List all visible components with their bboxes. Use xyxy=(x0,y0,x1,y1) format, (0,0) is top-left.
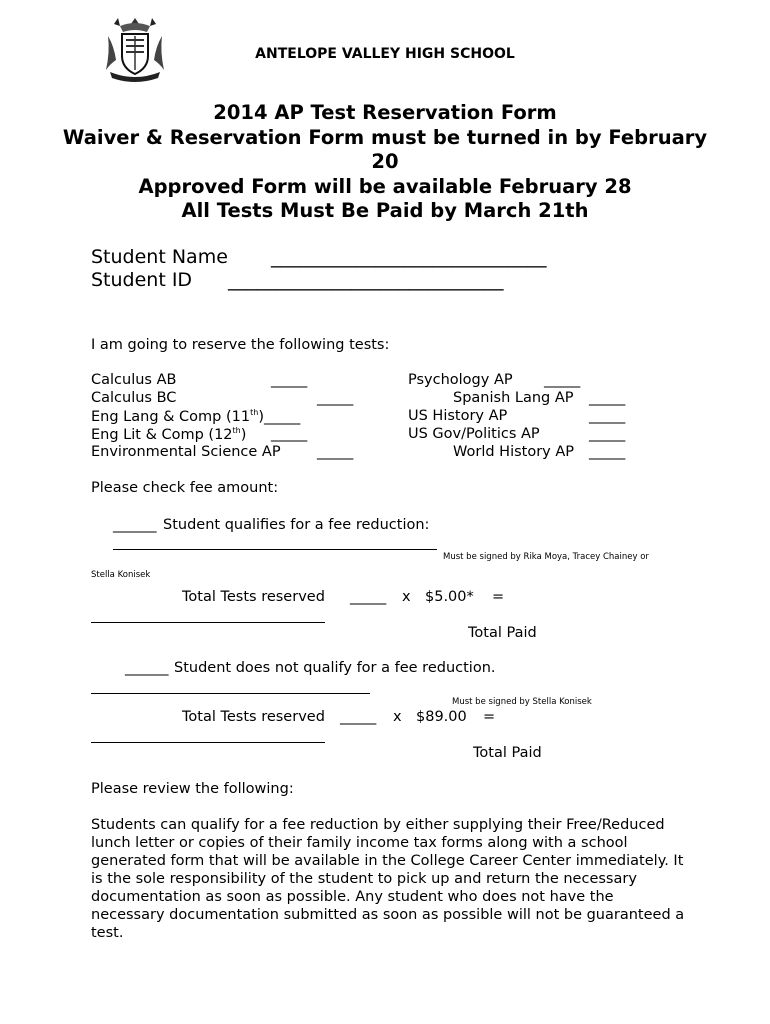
price: $5.00* xyxy=(425,589,474,605)
test-blank[interactable]: _____ xyxy=(317,390,354,406)
fee-reduction-checkbox[interactable]: ______ xyxy=(113,517,157,533)
test-label: US History AP xyxy=(408,408,508,424)
test-blank[interactable]: _____ xyxy=(589,390,626,406)
test-label: Spanish Lang AP xyxy=(453,390,574,406)
title-line: All Tests Must Be Paid by March 21th xyxy=(181,199,589,222)
student-id-label: Student ID xyxy=(91,269,193,291)
test-blank[interactable]: _____ xyxy=(544,372,581,388)
times-sign: x xyxy=(393,709,402,725)
test-label: US Gov/Politics AP xyxy=(408,426,540,442)
form-title xyxy=(60,101,710,224)
review-paragraph: Students can qualify for a fee reduction by either supplying their Free/Reduced lunch letter or copies of their family income tax forms along with a school generated form that will be available in the College Career Center immediately. It is the sole responsibility of the student to pick up and return the necessary documentation as soon as possible. Any student who does not have the necessary documentation submitted as soon as possible will not be guaranteed a test. xyxy=(91,817,685,941)
test-label: Environmental Science AP xyxy=(91,444,281,460)
total-paid-line[interactable] xyxy=(91,622,325,623)
test-blank[interactable]: _____ xyxy=(271,372,308,388)
total-tests-label: Total Tests reserved xyxy=(182,709,325,725)
test-label: Calculus BC xyxy=(91,390,177,406)
test-label: Eng Lang & Comp (11th)_____ xyxy=(91,408,301,425)
no-reduction-checkbox[interactable]: ______ xyxy=(125,660,169,676)
test-blank[interactable]: _____ xyxy=(271,426,308,442)
equals-sign: = xyxy=(492,589,505,605)
fee-reduction-label: Student qualifies for a fee reduction: xyxy=(163,517,430,533)
student-name-label: Student Name xyxy=(91,246,228,268)
test-blank[interactable]: _____ xyxy=(317,444,354,460)
test-blank[interactable]: _____ xyxy=(589,426,626,442)
student-id-field[interactable]: _____________________________ xyxy=(228,269,504,291)
total-paid-label: Total Paid xyxy=(468,625,537,641)
fee-heading: Please check fee amount: xyxy=(91,480,279,496)
total-paid-label: Total Paid xyxy=(473,745,542,761)
title-line: Waiver & Reservation Form must be turned in by February 20 xyxy=(62,125,708,173)
signature-line[interactable] xyxy=(113,549,437,550)
test-blank[interactable]: _____ xyxy=(263,408,301,425)
test-label: Calculus AB xyxy=(91,372,177,388)
review-heading: Please review the following: xyxy=(91,781,294,797)
student-name-field[interactable]: _____________________________ xyxy=(271,246,547,268)
total-tests-label: Total Tests reserved xyxy=(182,589,325,605)
test-label: Eng Lit & Comp (12th) xyxy=(91,426,247,443)
signature-note: Must be signed by Rika Moya, Tracey Chainey or xyxy=(443,552,649,562)
total-paid-line[interactable] xyxy=(91,742,325,743)
school-name: ANTELOPE VALLEY HIGH SCHOOL xyxy=(255,46,515,62)
test-blank[interactable]: _____ xyxy=(589,444,626,460)
no-reduction-label: Student does not qualify for a fee reduction. xyxy=(174,660,496,676)
total-tests-blank[interactable]: _____ xyxy=(350,589,387,605)
signature-note-cont: Stella Konisek xyxy=(91,570,151,580)
title-line: Approved Form will be available February 28 xyxy=(138,174,632,198)
test-label: Psychology AP xyxy=(408,372,513,388)
times-sign: x xyxy=(402,589,411,605)
signature-note: Must be signed by Stella Konisek xyxy=(452,697,592,707)
tests-intro: I am going to reserve the following tests: xyxy=(91,337,390,353)
price: $89.00 xyxy=(416,709,467,725)
test-blank[interactable]: _____ xyxy=(589,408,626,424)
total-tests-blank[interactable]: _____ xyxy=(340,709,377,725)
equals-sign: = xyxy=(483,709,496,725)
title-line: 2014 AP Test Reservation Form xyxy=(213,101,557,124)
signature-line[interactable] xyxy=(91,693,370,694)
test-label: World History AP xyxy=(453,444,575,460)
